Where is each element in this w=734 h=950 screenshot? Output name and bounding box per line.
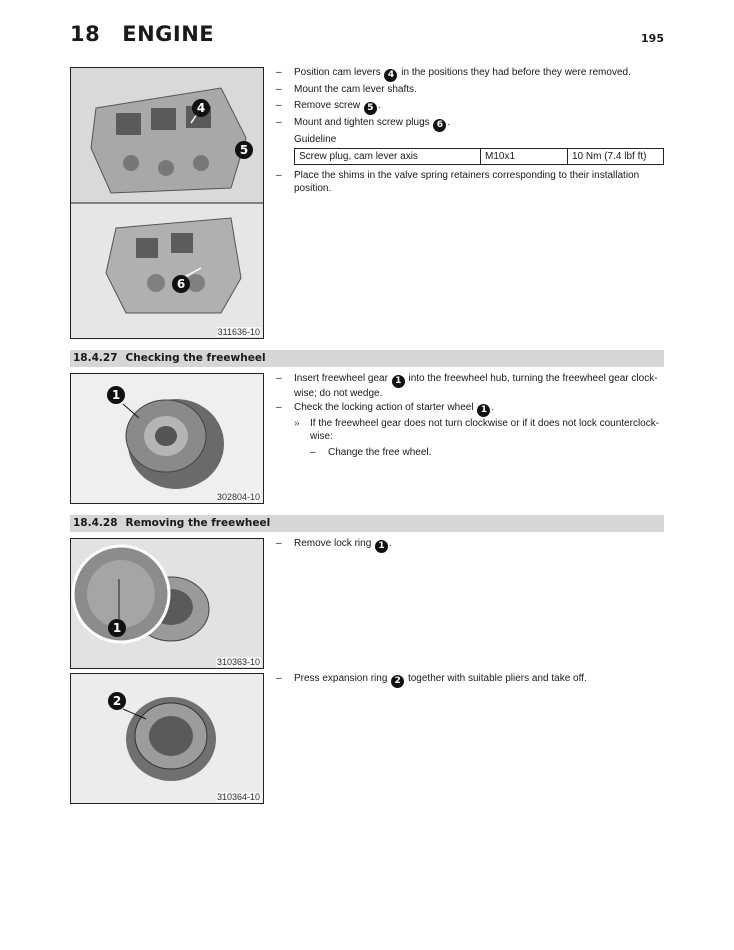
callout-1: 1	[108, 619, 126, 637]
step-text: .	[389, 538, 392, 549]
chapter-heading	[70, 22, 214, 46]
ref-badge-1: 1	[392, 375, 405, 388]
step-dash: –	[276, 100, 282, 111]
torque-spec-table	[294, 148, 664, 165]
step-text: Check the locking action of starter wheel	[294, 402, 477, 413]
step-text: .	[491, 402, 495, 413]
freewheel-photo	[71, 374, 263, 503]
figure-code: 310364-10	[216, 792, 260, 802]
expansion-ring-photo	[71, 674, 263, 803]
step-text: Press expansion ring	[294, 673, 391, 684]
ref-badge-1: 1	[477, 404, 490, 417]
callout-1: 1	[107, 386, 125, 404]
action-dash: –	[310, 447, 316, 458]
step-text: Mount the cam lever shafts.	[294, 84, 417, 95]
callout-5: 5	[235, 141, 253, 159]
figure-code: 310363-10	[216, 657, 260, 667]
ref-badge-5: 5	[364, 102, 377, 115]
step-dash: –	[276, 170, 282, 181]
figure-freewheel-gear	[70, 373, 264, 504]
condition-marker: »	[294, 418, 300, 429]
table-row	[295, 149, 664, 165]
section-number: 18.4.27	[73, 352, 118, 364]
action-text: Change the free wheel.	[328, 447, 432, 458]
callout-6: 6	[172, 275, 190, 293]
step-dash: –	[276, 402, 282, 413]
ref-badge-6: 6	[433, 119, 446, 132]
step-text: together with suitable pliers and take off.	[405, 673, 587, 684]
step-text: into the freewheel hub, turning the freewheel gear clock-wise; do not wedge.	[294, 373, 658, 399]
step-text: Remove screw	[294, 100, 363, 111]
callout-2: 2	[108, 692, 126, 710]
cylinder-head-photo	[71, 68, 263, 338]
callout-4: 4	[192, 99, 210, 117]
step-dash: –	[276, 373, 282, 384]
step-text: in the positions they had before they were removed.	[398, 67, 631, 78]
step-text: Insert freewheel gear	[294, 373, 391, 384]
figure-cylinder-head	[70, 67, 264, 339]
step-dash: –	[276, 117, 282, 128]
ref-badge-2: 2	[391, 675, 404, 688]
figure-code: 311636-10	[217, 327, 260, 337]
chapter-title: ENGINE	[122, 22, 215, 46]
figure-expansion-ring	[70, 673, 264, 804]
spec-thread: M10x1	[481, 149, 568, 165]
section-heading-checking-freewheel	[70, 350, 664, 367]
section-number: 18.4.28	[73, 517, 118, 529]
step-text: Remove lock ring	[294, 538, 375, 549]
step-dash: –	[276, 538, 282, 549]
step-text: .	[377, 100, 381, 111]
section-heading-removing-freewheel	[70, 515, 664, 532]
step-dash: –	[276, 84, 282, 95]
lock-ring-photo	[71, 539, 263, 668]
spec-name: Screw plug, cam lever axis	[295, 149, 481, 165]
step-text: Place the shims in the valve spring retainers corresponding to their installation position.	[294, 170, 640, 194]
figure-lock-ring	[70, 538, 264, 669]
step-dash: –	[276, 67, 282, 78]
condition-text: If the freewheel gear does not turn clockwise or if it does not lock counterclock-wise:	[310, 418, 660, 442]
section-title: Removing the freewheel	[125, 517, 271, 529]
spec-torque: 10 Nm (7.4 lbf ft)	[568, 149, 664, 165]
ref-badge-4: 4	[384, 69, 397, 82]
section-title: Checking the freewheel	[125, 352, 266, 364]
page-number: 195	[641, 32, 664, 45]
step-text: .	[447, 117, 451, 128]
chapter-number: 18	[70, 22, 101, 46]
step-dash: –	[276, 673, 282, 684]
figure-code: 302804-10	[216, 492, 260, 502]
step-text: Mount and tighten screw plugs	[294, 117, 433, 128]
ref-badge-1: 1	[375, 540, 388, 553]
step-text: Position cam levers	[294, 67, 384, 78]
guideline-label: Guideline	[294, 134, 337, 145]
